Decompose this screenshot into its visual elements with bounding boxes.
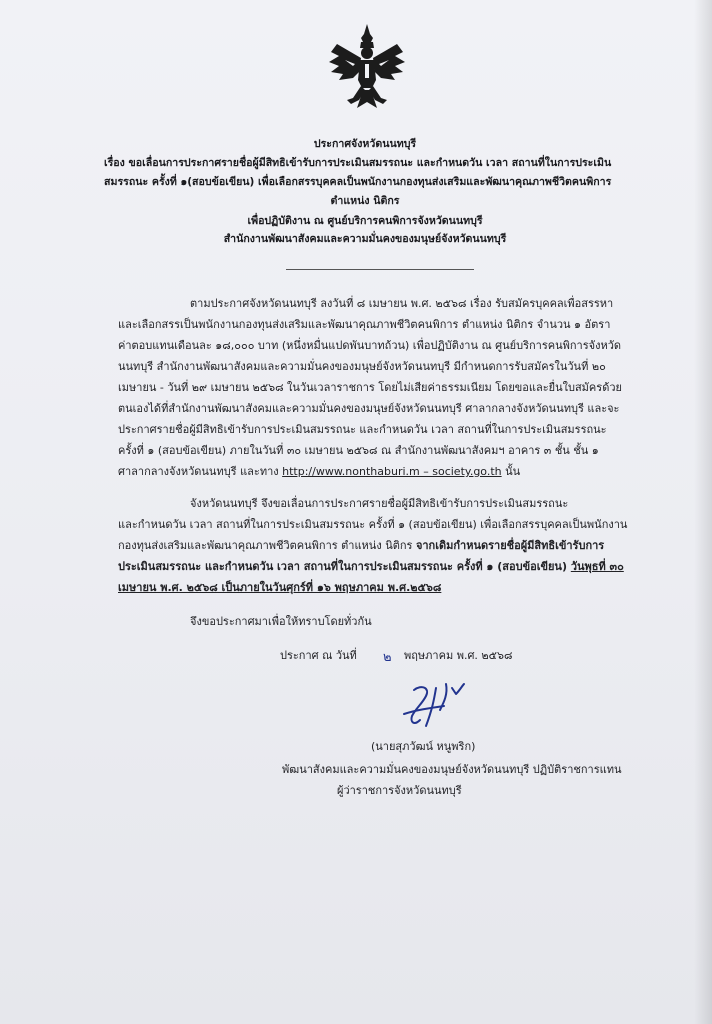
para2-line-4-bold: ประเมินสมรรถนะ และกำหนดวัน เวลา สถานที่ในการประเมินสมรรถนะ ครั้งที่ ๑ (สอบข้อเขียน) <box>118 560 571 573</box>
para2-line-4-underlined: วันพุธที่ ๓๐ <box>570 560 624 573</box>
closing-statement: จึงขอประกาศมาเพื่อให้ทราบโดยทั่วกัน <box>190 615 372 628</box>
para2-line-2: และกำหนดวัน เวลา สถานที่ในการประเมินสมรรถนะ ครั้งที่ ๑ (สอบข้อเขียน) เพื่อเลือกสรรบุคคลเป็นพนักงาน <box>118 518 628 531</box>
para1-line-9-tail: นั้น <box>501 465 521 478</box>
para2-line-5: เมษายน พ.ศ. ๒๕๖๘ เป็นภายในวันศุกร์ที่ ๑๖ พฤษภาคม พ.ศ.๒๕๖๘ <box>118 581 442 594</box>
signer-position-1: พัฒนาสังคมและความมั่นคงของมนุษย์จังหวัดนนทบุรี ปฏิบัติราชการแทน <box>282 763 622 776</box>
date-day-handwritten: ๒ <box>383 650 392 665</box>
para1-line-9 <box>118 462 520 480</box>
para1-line-7: ประกาศรายชื่อผู้มีสิทธิเข้ารับการประเมินสมรรถนะ และกำหนดวัน เวลา สถานที่ในการประเมินสมรรถนะ <box>118 423 607 436</box>
signer-name: (นายสุภวัฒน์ หนูพริก) <box>371 740 476 753</box>
garuda-emblem-icon <box>327 22 407 118</box>
announcement-title: ประกาศจังหวัดนนทบุรี <box>313 138 417 150</box>
para1-line-4: นนทบุรี สำนักงานพัฒนาสังคมและความมั่นคงของมนุษย์จังหวัดนนทบุรี มีกำหนดการรับสมัครในวันที่ ๒๐ <box>118 360 606 373</box>
signer-position-2: ผู้ว่าราชการจังหวัดนนทบุรี <box>337 784 462 797</box>
para1-line-9-text: ศาลากลางจังหวัดนนทบุรี และทาง <box>118 465 283 478</box>
para2-line-1: จังหวัดนนทบุรี จึงขอเลื่อนการประกาศรายชื่อผู้มีสิทธิเข้ารับการประเมินสมรรถนะ <box>190 497 569 510</box>
signature-icon <box>396 680 476 732</box>
para1-line-6: ตนเองได้ที่สำนักงานพัฒนาสังคมและความมั่นคงของมนุษย์จังหวัดนนทบุรี ศาลากลางจังหวัดนนทบุรี และจะ <box>118 402 620 415</box>
subject-line-2: สมรรถนะ ครั้งที่ ๑(สอบข้อเขียน) เพื่อเลือกสรรบุคคลเป็นพนักงานกองทุนส่งเสริมและพัฒนาคุณภาพชีวิตคนพิการ <box>104 176 612 188</box>
para2-line-4 <box>118 557 624 575</box>
subject-line-4: เพื่อปฏิบัติงาน ณ ศูนย์บริการคนพิการจังหวัดนนทบุรี <box>247 215 483 227</box>
para2-line-3 <box>118 536 604 554</box>
subject-line-1: เรื่อง ขอเลื่อนการประกาศรายชื่อผู้มีสิทธิเข้ารับการประเมินสมรรถนะ และกำหนดวัน เวลา สถานที่ในการประเมิน <box>104 157 612 169</box>
para1-line-2: และเลือกสรรเป็นพนักงานกองทุนส่งเสริมและพัฒนาคุณภาพชีวิตคนพิการ ตำแหน่ง นิติกร จำนวน ๑ อัตรา <box>118 318 611 331</box>
page-edge-shadow <box>694 0 712 1024</box>
para1-line-8: ครั้งที่ ๑ (สอบข้อเขียน) ภายในวันที่ ๓๐ เมษายน ๒๕๖๘ ณ สำนักงานพัฒนาสังคมฯ อาคาร ๓ ชั้น ชั้น ๑ <box>118 444 599 457</box>
subject-line-5: สำนักงานพัฒนาสังคมและความมั่นคงของมนุษย์จังหวัดนนทบุรี <box>223 233 507 245</box>
subject-line-3: ตำแหน่ง นิติกร <box>330 195 400 207</box>
date-prefix: ประกาศ ณ วันที่ <box>280 649 357 662</box>
para1-line-1: ตามประกาศจังหวัดนนทบุรี ลงวันที่ ๘ เมษายน พ.ศ. ๒๕๖๘ เรื่อง รับสมัครบุคคลเพื่อสรรหา <box>190 297 614 310</box>
date-suffix: พฤษภาคม พ.ศ. ๒๕๖๘ <box>404 649 513 662</box>
para2-line-3-bold: จากเดิมกำหนดรายชื่อผู้มีสิทธิเข้ารับการ <box>415 539 605 552</box>
para1-line-3: ค่าตอบแทนเดือนละ ๑๘,๐๐๐ บาท (หนึ่งหมื่นแปดพันบาทถ้วน) เพื่อปฏิบัติงาน ณ ศูนย์บริการคนพิการจังหวัด <box>118 339 622 352</box>
website-link[interactable]: http://www.nonthaburi.m – society.go.th <box>282 465 502 478</box>
header-divider <box>286 269 474 270</box>
para1-line-5: เมษายน - วันที่ ๒๙ เมษายน ๒๕๖๘ ในวันเวลาราชการ โดยไม่เสียค่าธรรมเนียม โดยขอและยื่นใบสมัครด้วย <box>118 381 622 394</box>
para2-line-3-text: กองทุนส่งเสริมและพัฒนาคุณภาพชีวิตคนพิการ ตำแหน่ง นิติกร <box>118 539 416 552</box>
